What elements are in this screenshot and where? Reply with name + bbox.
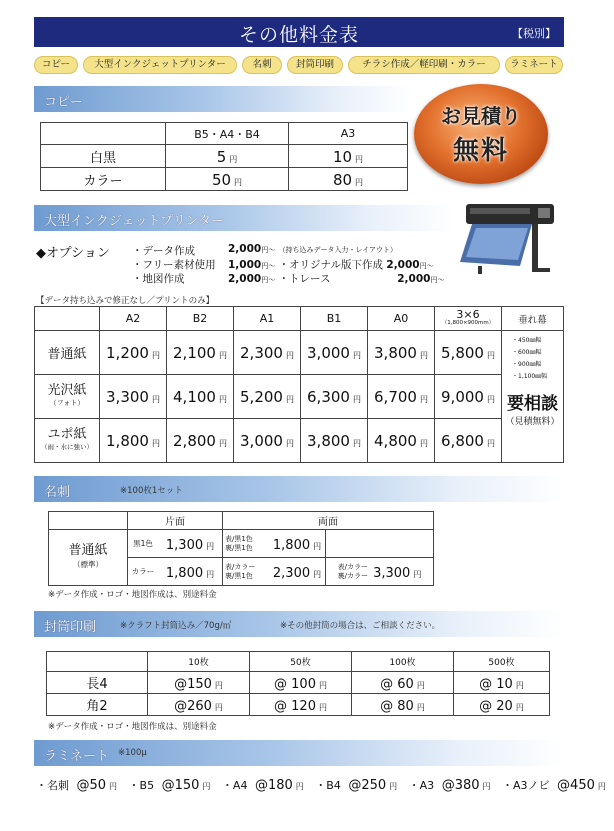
envelope-price-cell: @ 100 円 (250, 672, 352, 694)
printer-price-cell: 3,000 円 (234, 419, 301, 463)
envelope-price-table (46, 651, 550, 716)
title-bar (34, 17, 564, 47)
printer-price-cell: 4,100 円 (167, 375, 234, 419)
printer-price-cell: 5,200 円 (234, 375, 301, 419)
printer-heading: 大型インクジェットプリンター (44, 214, 225, 229)
envelope-price-cell: @ 120 円 (250, 694, 352, 716)
page-title: その他料金表 (238, 24, 359, 46)
printer-header: A1 (234, 307, 301, 331)
category-flyer[interactable]: チラシ作成／軽印刷・カラー (348, 56, 500, 74)
meishi-double-label: 表/黒1色 裏/黒1色 (223, 530, 270, 558)
meishi-header-blank (49, 512, 128, 530)
laminate-note: ※100μ (118, 748, 147, 758)
printer-price-cell: 3,800 円 (368, 331, 435, 375)
meishi-empty-cell (326, 530, 434, 558)
envelope-header: 50枚 (250, 652, 352, 672)
option-data-creation: ・データ作成 (132, 245, 195, 257)
copy-header-a3: A3 (289, 123, 408, 145)
table-row (35, 419, 564, 463)
table-row (49, 530, 434, 558)
envelope-heading: 封筒印刷 (44, 620, 97, 635)
meishi-double-price-3: 表/カラー 裏/カラー 3,300 円 (326, 558, 434, 586)
copy-row-label: カラー (41, 168, 166, 191)
meishi-section-header (34, 476, 564, 502)
option-free-material: ・フリー素材使用 (132, 259, 216, 271)
envelope-price-cell: @ 80 円 (352, 694, 454, 716)
laminate-heading: ラミネート (44, 749, 110, 764)
envelope-row-label: 長4 (47, 672, 148, 694)
printer-section-header (34, 205, 454, 231)
tax-note: 【税別】 (512, 27, 556, 40)
meishi-single-price: 1,300 円 (158, 530, 223, 558)
printer-price-cell: 5,800 円 (435, 331, 502, 375)
printer-header: A2 (100, 307, 167, 331)
category-copy[interactable]: コピー (34, 56, 78, 74)
printer-price-cell: 3,300 円 (100, 375, 167, 419)
envelope-row-label: 角2 (47, 694, 148, 716)
envelope-header: 100枚 (352, 652, 454, 672)
badge-line2: 無料 (452, 136, 509, 166)
copy-price-cell: 5 円 (166, 145, 289, 168)
list-item: ・B5 @150 円 (128, 778, 211, 793)
envelope-price-cell: @260 円 (148, 694, 250, 716)
envelope-price-cell: @ 60 円 (352, 672, 454, 694)
copy-price-cell: 80 円 (289, 168, 408, 191)
envelope-section-header (34, 611, 564, 637)
copy-section-header (34, 86, 414, 112)
meishi-single-label: 黒1色 (128, 530, 159, 558)
printer-header: B1 (301, 307, 368, 331)
printer-price-cell: 6,800 円 (435, 419, 502, 463)
list-item: ・B4 @250 円 (315, 778, 398, 793)
copy-price-table (40, 122, 408, 191)
option-map: ・地図作成 (132, 273, 185, 285)
printer-price-cell: 3,000 円 (301, 331, 368, 375)
banner-price: 要相談 (507, 394, 558, 414)
envelope-note1: ※クラフト封筒込み／70g/㎡ (120, 621, 232, 631)
envelope-header-blank (47, 652, 148, 672)
printer-price-cell: 9,000 円 (435, 375, 502, 419)
printer-row-label: ユポ紙 （雨・水に強い） (35, 419, 100, 463)
meishi-paper-label: 普通紙 （標準） (49, 530, 128, 586)
envelope-price-cell: @ 10 円 (454, 672, 550, 694)
printer-header: B2 (167, 307, 234, 331)
printer-price-cell: 2,100 円 (167, 331, 234, 375)
meishi-header-single: 片面 (128, 512, 223, 530)
table-row (35, 331, 564, 375)
printer-caption: 【データ持ち込みで修正なし／プリントのみ】 (36, 296, 215, 306)
meishi-heading: 名刺 (44, 485, 71, 500)
meishi-single-label: カラー (128, 558, 159, 586)
list-item: ・名刺 @50 円 (36, 778, 118, 793)
printer-header-blank (35, 307, 100, 331)
printer-price-cell: 2,800 円 (167, 419, 234, 463)
meishi-double-price: 2,300 円 (269, 558, 326, 586)
printer-price-cell: 6,700 円 (368, 375, 435, 419)
printer-header: A0 (368, 307, 435, 331)
copy-header-blank (41, 123, 166, 145)
copy-header-b: B5・A4・B4 (166, 123, 289, 145)
banner-cell: ・450㎜幅 ・600㎜幅 ・900㎜幅 ・1,100㎜幅 要相談 （見積無料） (502, 331, 564, 463)
envelope-footnote: ※データ作成・ロゴ・地図作成は、別途料金 (48, 722, 217, 732)
list-item: ・A3 @380 円 (408, 778, 491, 793)
meishi-double-price: 1,800 円 (269, 530, 326, 558)
meishi-header-double: 両面 (223, 512, 434, 530)
printer-icon (458, 200, 560, 276)
category-meishi[interactable]: 名刺 (242, 56, 282, 74)
meishi-single-price: 1,800 円 (158, 558, 223, 586)
banner-sub: （見積無料） (505, 417, 560, 427)
option-data-creation-price: 2,000円〜 （持ち込みデータ入力・レイアウト） (228, 243, 398, 255)
copy-heading: コピー (44, 95, 83, 110)
envelope-header: 500枚 (454, 652, 550, 672)
copy-row-label: 白黒 (41, 145, 166, 168)
table-row (41, 145, 408, 168)
meishi-note: ※100枚1セット (120, 486, 183, 496)
meishi-double-label: 表/カラー 裏/黒1色 (223, 558, 270, 586)
category-envelope[interactable]: 封筒印刷 (287, 56, 343, 74)
laminate-section-header (34, 740, 564, 766)
list-item: ・A4 @180 円 (221, 778, 304, 793)
envelope-price-cell: @ 20 円 (454, 694, 550, 716)
printer-price-cell: 6,300 円 (301, 375, 368, 419)
printer-price-table (34, 306, 564, 463)
printer-row-label: 普通紙 (35, 331, 100, 375)
envelope-header: 10枚 (148, 652, 250, 672)
table-row (35, 375, 564, 419)
table-row (47, 694, 550, 716)
meishi-price-table (48, 511, 434, 586)
option-map-price: 2,000円〜 ・トレース 2,000円〜 (228, 273, 445, 285)
free-estimate-badge (414, 84, 548, 184)
printer-row-label: 光沢紙 （フォト） (35, 375, 100, 419)
printer-price-cell: 1,800 円 (100, 419, 167, 463)
category-large-printer[interactable]: 大型インクジェットプリンター (83, 56, 237, 74)
printer-header-banner: 垂れ幕 (502, 307, 564, 331)
list-item: ・A3ノビ @450 円 (502, 778, 606, 793)
envelope-note2: ※その他封筒の場合は、ご相談ください。 (280, 621, 441, 631)
table-row (41, 168, 408, 191)
copy-price-cell: 50 円 (166, 168, 289, 191)
laminate-price-list (36, 777, 614, 793)
category-laminate[interactable]: ラミネート (505, 56, 563, 74)
printer-price-cell: 4,800 円 (368, 419, 435, 463)
printer-price-cell: 2,300 円 (234, 331, 301, 375)
printer-price-cell: 1,200 円 (100, 331, 167, 375)
badge-line1: お見積り (441, 104, 521, 128)
printer-price-cell: 3,800 円 (301, 419, 368, 463)
options-title: ◆オプション (36, 246, 110, 261)
meishi-footnote: ※データ作成・ロゴ・地図作成は、別途料金 (48, 590, 217, 600)
table-row (47, 672, 550, 694)
copy-price-cell: 10 円 (289, 145, 408, 168)
printer-header-3x6: 3×6 （1,800×900mm） (435, 307, 502, 331)
option-free-material-price: 1,000円〜 ・オリジナル版下作成 2,000円〜 (228, 259, 434, 271)
envelope-price-cell: @150 円 (148, 672, 250, 694)
